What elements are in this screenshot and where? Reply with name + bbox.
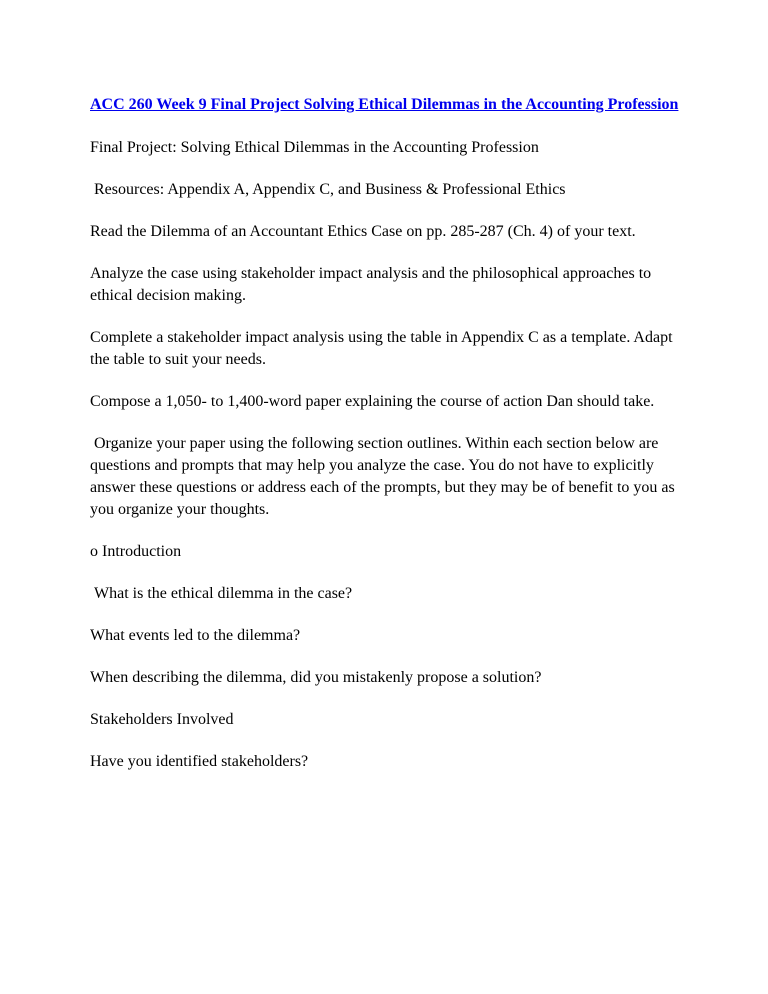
paragraph-stakeholders-involved: Stakeholders Involved — [90, 711, 234, 728]
paragraph-ethical-dilemma-question: What is the ethical dilemma in the case? — [90, 585, 353, 602]
paragraph-introduction: o Introduction — [90, 543, 182, 560]
paragraph-identified-stakeholders: Have you identified stakeholders? — [90, 753, 309, 770]
paragraph-compose: Compose a 1,050- to 1,400-word paper explaining the course of action Dan should take. — [90, 393, 655, 410]
paragraph-organize: Organize your paper using the following section outlines. Within each section below are questions and prompts that may help you analyze the case. You do not have to explicitly answer these questions or address each of the prompts, but they may be of benefit to you as you organize your thoughts. — [90, 435, 679, 518]
document-title-link[interactable]: ACC 260 Week 9 Final Project Solving Ethical Dilemmas in the Accounting Profession — [90, 96, 679, 113]
paragraph-analyze: Analyze the case using stakeholder impact analysis and the philosophical approaches to ethical decision making. — [90, 265, 656, 304]
paragraph-final-project: Final Project: Solving Ethical Dilemmas in the Accounting Profession — [90, 139, 539, 156]
paragraph-stakeholder-analysis: Complete a stakeholder impact analysis using the table in Appendix C as a template. Adapt the table to suit your needs. — [90, 329, 677, 368]
paragraph-resources: Resources: Appendix A, Appendix C, and Business & Professional Ethics — [90, 181, 566, 198]
document-page — [90, 94, 690, 793]
paragraph-describing-question: When describing the dilemma, did you mistakenly propose a solution? — [90, 669, 542, 686]
paragraph-read-case: Read the Dilemma of an Accountant Ethics Case on pp. 285-287 (Ch. 4) of your text. — [90, 223, 636, 240]
paragraph-events-question: What events led to the dilemma? — [90, 627, 301, 644]
